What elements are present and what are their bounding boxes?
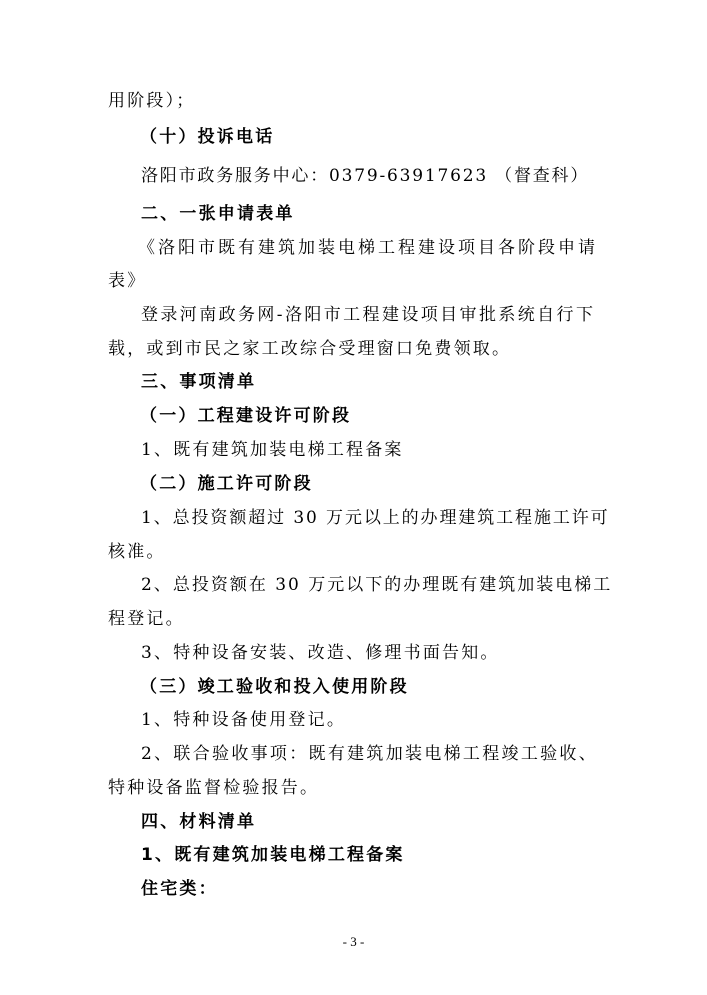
category-label: 住宅类： <box>141 879 218 899</box>
list-item: 2、联合验收事项：既有建筑加装电梯工程竣工验收、 <box>141 744 599 764</box>
section-heading: （十）投诉电话 <box>140 127 275 147</box>
paragraph-line: 登录河南政务网-洛阳市工程建设项目审批系统自行下 <box>141 305 596 325</box>
list-item: 3、特种设备安装、改造、修理书面告知。 <box>141 643 500 663</box>
subsection-heading: （三）竣工验收和投入使用阶段 <box>140 677 409 697</box>
page-number: - 3 - <box>342 934 365 949</box>
paragraph-line: 程登记。 <box>108 609 185 629</box>
paragraph-line: 洛阳市政务服务中心：0379-63917623 （督查科） <box>141 166 590 186</box>
subsection-heading: （一）工程建设许可阶段 <box>140 406 352 426</box>
list-item: 1、特种设备使用登记。 <box>141 710 347 730</box>
paragraph-line: 用阶段）； <box>108 91 196 111</box>
list-item: 2、总投资额在 30 万元以下的办理既有建筑加装电梯工 <box>141 575 613 595</box>
section-heading: 三、事项清单 <box>141 372 257 392</box>
paragraph-line: 载，或到市民之家工改综合受理窗口免费领取。 <box>108 339 512 359</box>
paragraph-line: 表》 <box>108 271 147 291</box>
paragraph-line: 特种设备监督检验报告。 <box>108 778 320 798</box>
list-item: 1、总投资额超过 30 万元以上的办理建筑工程施工许可 <box>141 508 610 528</box>
subsection-heading: 1、既有建筑加装电梯工程备案 <box>141 845 405 865</box>
list-item: 1、既有建筑加装电梯工程备案 <box>141 440 404 460</box>
subsection-heading: （二）施工许可阶段 <box>140 474 313 494</box>
paragraph-line: 《洛阳市既有建筑加装电梯工程建设项目各阶段申请 <box>138 238 598 258</box>
section-heading: 四、材料清单 <box>141 812 257 832</box>
section-heading: 二、一张申请表单 <box>141 204 295 224</box>
paragraph-line: 核准。 <box>108 542 166 562</box>
